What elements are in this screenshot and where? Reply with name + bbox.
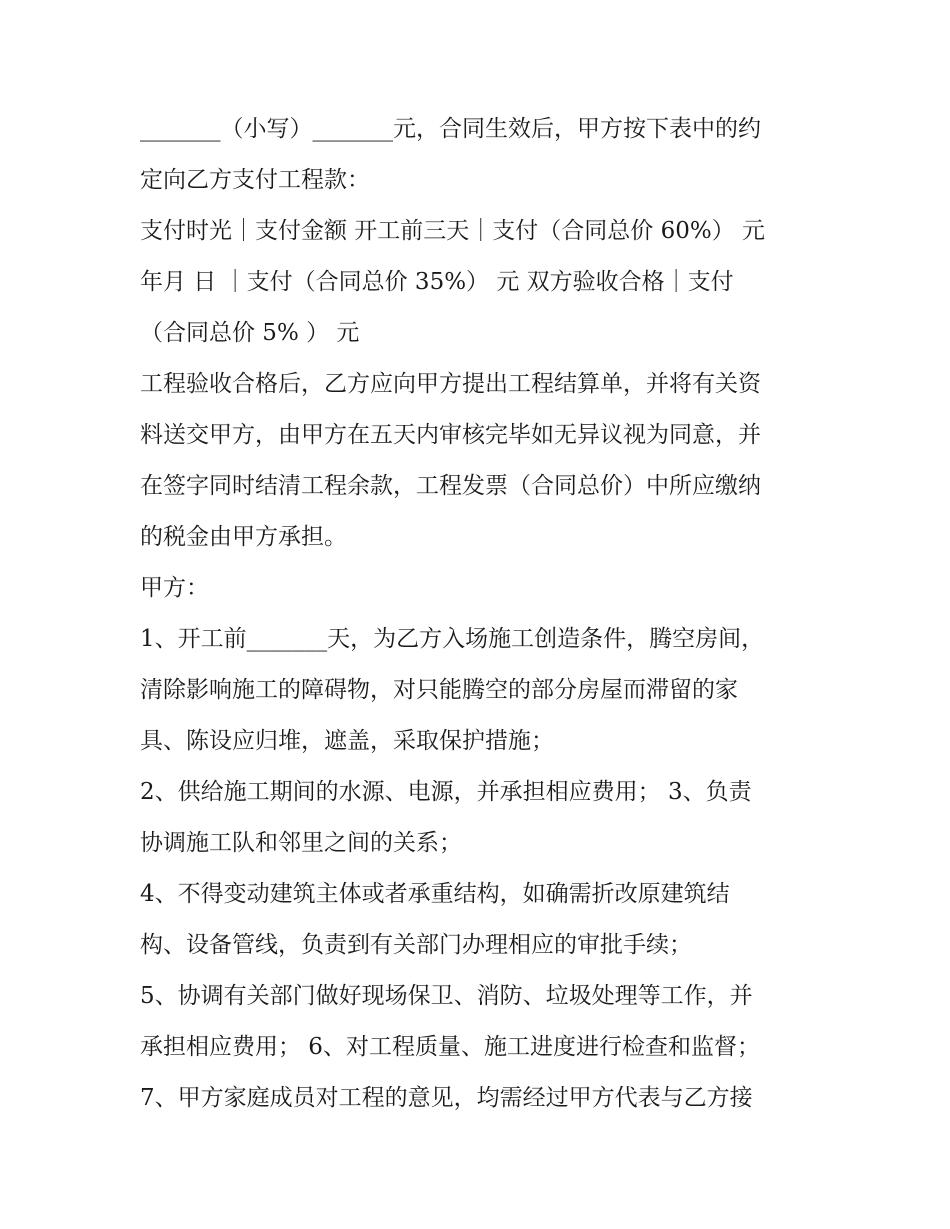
text-line: 构、设备管线，负责到有关部门办理相应的审批手续； — [140, 932, 692, 958]
text-line: （合同总价 5% ） 元 — [140, 320, 360, 346]
text-line: 定向乙方支付工程款： — [140, 167, 370, 193]
text-line: 的税金由甲方承担。 — [140, 524, 347, 550]
text-line: 承担相应费用； 6、对工程质量、施工进度进行检查和监督； — [140, 1034, 760, 1060]
text-line: 料送交甲方，由甲方在五天内审核完毕如无异议视为同意，并 — [140, 422, 761, 448]
text-line: 工程验收合格后，乙方应向甲方提出工程结算单，并将有关资 — [140, 371, 761, 397]
section-heading-party-a: 甲方： — [140, 575, 209, 601]
contract-text — [140, 104, 820, 1124]
text-line: 1、开工前_______天，为乙方入场施工创造条件，腾空房间， — [140, 626, 765, 652]
text-line: 协调施工队和邻里之间的关系； — [140, 830, 462, 856]
text-line: 支付时光｜支付金额 开工前三天｜支付（合同总价 60%） 元 — [140, 218, 766, 244]
text-line: 7、甲方家庭成员对工程的意见，均需经过甲方代表与乙方接 — [140, 1085, 753, 1111]
text-line: 清除影响施工的障碍物，对只能腾空的部分房屋而滞留的家 — [140, 677, 738, 703]
text-line: _______（小写）_______元，合同生效后，甲方按下表中的约 — [140, 116, 761, 142]
text-line: 4、不得变动建筑主体或者承重结构，如确需折改原建筑结 — [140, 881, 730, 907]
text-line: 5、协调有关部门做好现场保卫、消防、垃圾处理等工作，并 — [140, 983, 753, 1009]
text-line: 2、供给施工期间的水源、电源，并承担相应费用； 3、负责 — [140, 779, 752, 805]
text-line: 具、陈设应归堆，遮盖，采取保护措施； — [140, 728, 554, 754]
text-line: 年月 日 ｜支付（合同总价 35%） 元 双方验收合格｜支付 — [140, 269, 734, 295]
text-line: 在签字同时结清工程余款，工程发票（合同总价）中所应缴纳 — [140, 473, 761, 499]
